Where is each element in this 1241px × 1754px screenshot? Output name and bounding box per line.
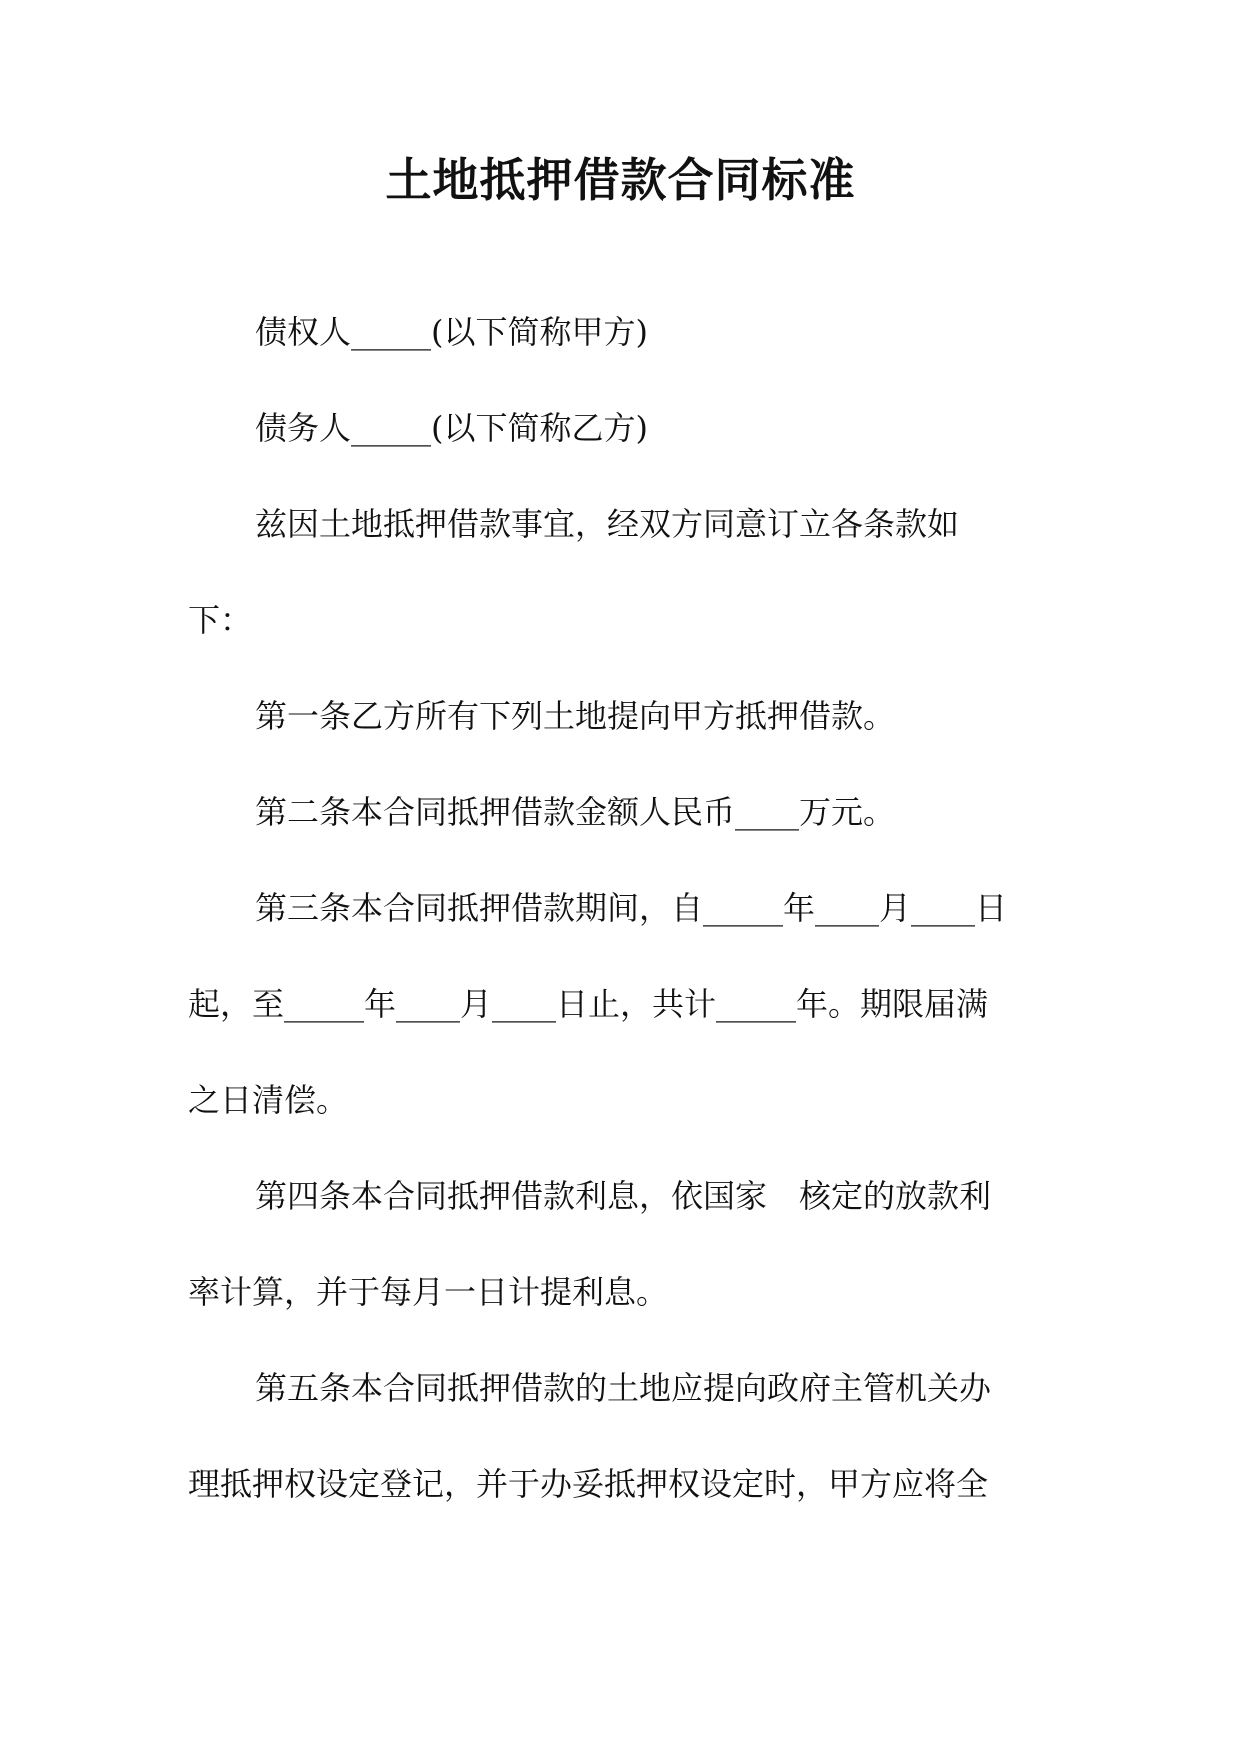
article-4-line-2: 率计算，并于每月一日计提利息。 xyxy=(188,1273,669,1311)
article-3-line-3: 之日清偿。 xyxy=(188,1081,349,1119)
article-1-line-1: 第一条乙方所有下列土地提向甲方抵押借款。 xyxy=(255,697,896,735)
article-3-line-2: 起，至_____年____月____日止，共计_____年。期限届满 xyxy=(188,985,989,1023)
debtor-line: 债务人_____(以下简称乙方) xyxy=(255,409,648,447)
article-5-line-1: 第五条本合同抵押借款的土地应提向政府主管机关办 xyxy=(255,1369,992,1407)
article-4-line-1: 第四条本合同抵押借款利息，依国家 核定的放款利 xyxy=(255,1177,992,1215)
preamble-line-1: 兹因土地抵押借款事宜，经双方同意订立各条款如 xyxy=(255,505,960,543)
article-5-line-2: 理抵押权设定登记，并于办妥抵押权设定时，甲方应将全 xyxy=(188,1465,989,1503)
preamble-line-2: 下： xyxy=(188,601,253,639)
article-3-line-1: 第三条本合同抵押借款期间，自_____年____月____日 xyxy=(255,889,1008,927)
article-2-line-1: 第二条本合同抵押借款金额人民币____万元。 xyxy=(255,793,896,831)
creditor-line: 债权人_____(以下简称甲方) xyxy=(255,313,648,351)
document-title: 土地抵押借款合同标准 xyxy=(385,153,856,207)
